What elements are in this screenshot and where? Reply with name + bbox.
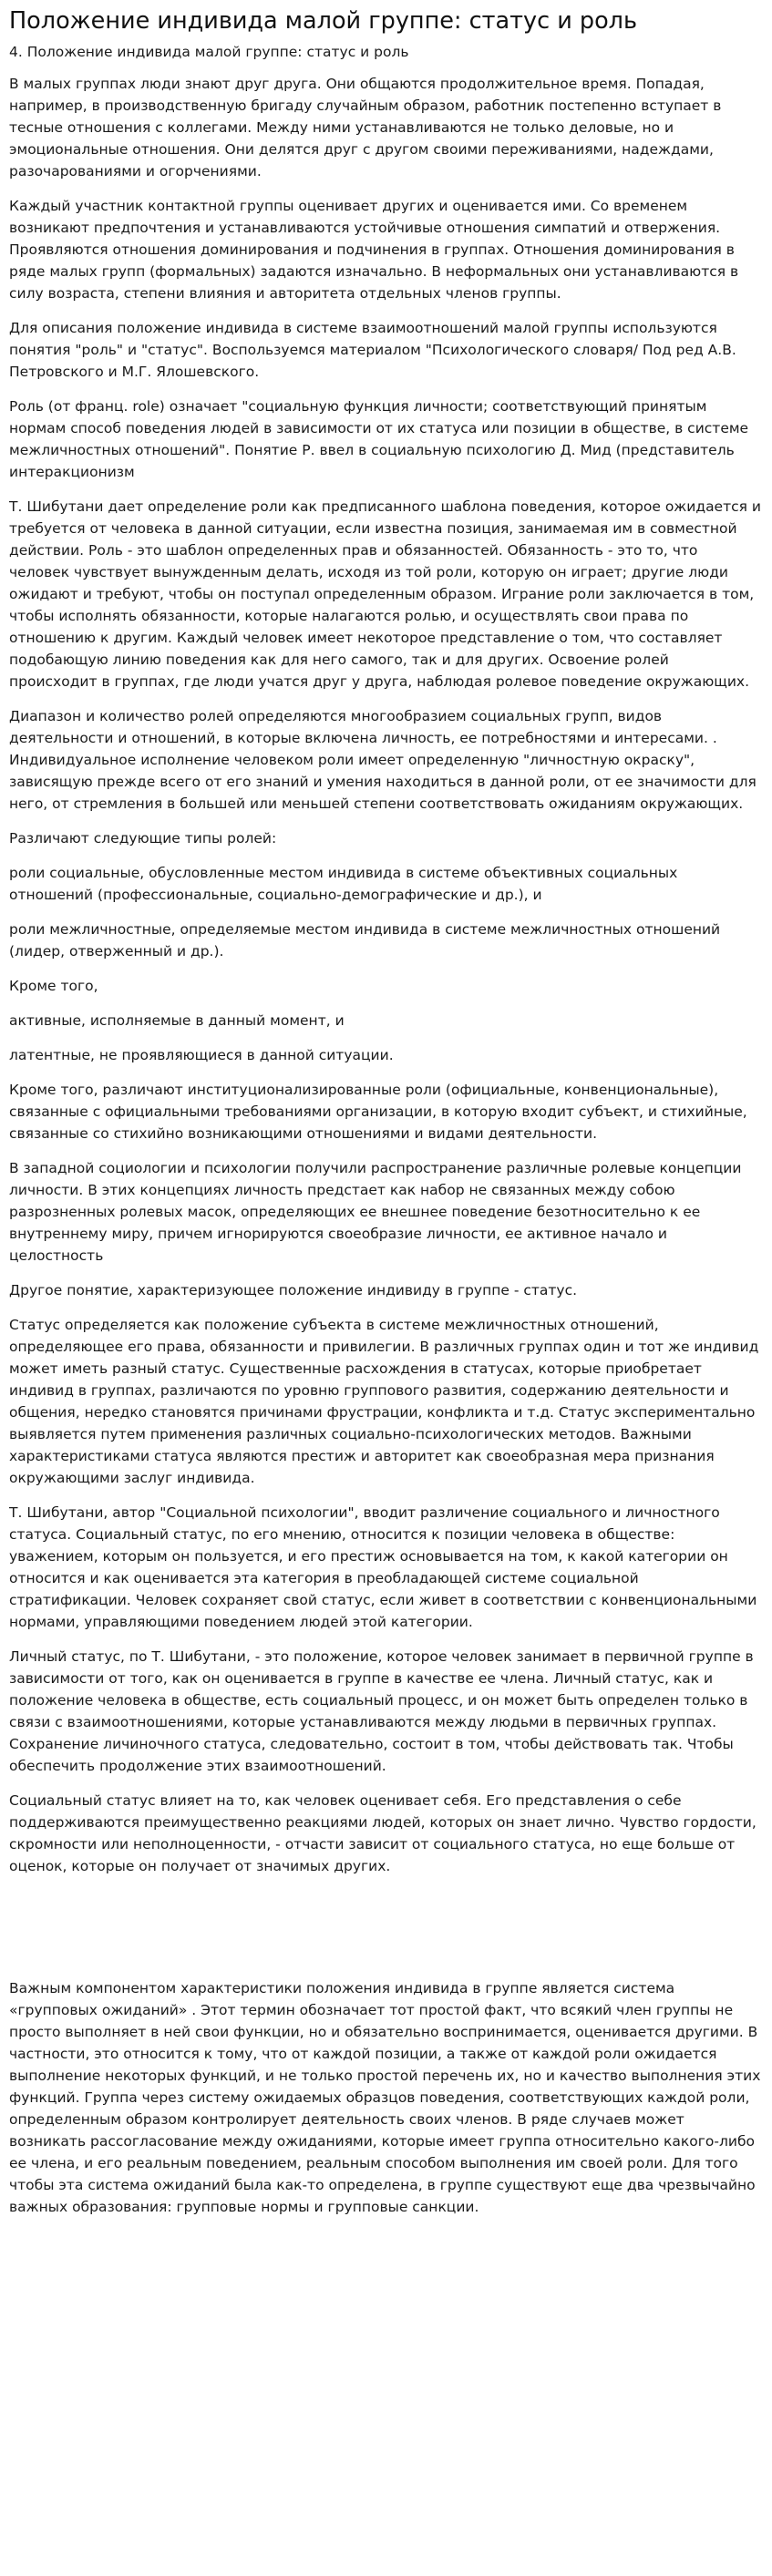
paragraph-latent-roles: латентные, не проявляющиеся в данной ситуации.: [9, 1047, 394, 1063]
paragraph-evaluation: Каждый участник контактной группы оценивает других и оценивается ими. Со временем возникают предпочтения и устанавливаются устойчивые отношения симпатий и отвержения. Проявляются отношения доминирования и подчинения в группах. Отношения доминирования в ряде малых групп (формальных) задаются изначально. В неформальных они устанавливаются в силу возраста, степени влияния и авторитета отдельных членов группы.: [9, 198, 739, 302]
paragraph-role-definition: Роль (от франц. role) означает "социальную функция личности; соответствующий принятым нормам способ поведения людей в зависимости от их статуса или позиции в обществе, в системе межличностных отношений". Понятие Р. ввел в социальную психологию Д. Мид (представитель интеракционизм: [9, 398, 749, 480]
paragraph-status-definition: Статус определяется как положение субъекта в системе межличностных отношений, определяющее его права, обязанности и привилегии. В различных группах один и тот же индивид может иметь разный статус. Существенные расхождения в статусах, которые приобретает индивид в группах, различаются по уровню группового развития, содержанию деятельности и общения, нередко становятся причинами фрустрации, конфликта и т.д. Статус экспериментально выявляется путем применения различных социально-психологических методов. Важными характеристиками статуса являются престиж и авторитет как своеобразная мера признания окружающими заслуг индивида.: [9, 1317, 759, 1486]
paragraph-shibutani-role: Т. Шибутани дает определение роли как предписанного шаблона поведения, которое ожидается и требуется от человека в данной ситуации, если известна позиция, занимаемая им в совместной действии. Роль - это шаблон определенных прав и обязанностей. Обязанность - это то, что человек чувствует вынужденным делать, исходя из той роли, которую он играет; другие люди ожидают и требуют, чтобы он поступал определенным образом. Играние роли заключается в том, чтобы исполнять обязанности, которые налагаются ролью, и осуществлять свои права по отношению к другим. Каждый человек имеет некоторое представление о том, что составляет подобающую линию поведения как для него самого, так и для других. Освоение ролей происходит в группах, где люди учатся друг у друга, наблюдая ролевое поведение окружающих.: [9, 498, 761, 690]
paragraph-western-concepts: В западной социологии и психологии получили распространение различные ролевые концепции личности. В этих концепциях личность предстает как набор не связанных между собою разрозненных ролевых масок, определяющих ее внешнее поведение безотносительно к ее внутреннему миру, причем игнорируются своеобразие личности, ее активное начало и целостность: [9, 1160, 742, 1264]
paragraph-social-roles: роли социальные, обусловленные местом индивида в системе объективных социальных отношений (профессиональные, социально-демографические и др.), и: [9, 865, 678, 903]
paragraph-personal-status: Личный статус, по Т. Шибутани, - это положение, которое человек занимает в первичной группе в зависимости от того, как он оценивается в группе в качестве ее члена. Личный статус, как и положение человека в обществе, есть социальный процесс, и он может быть определен только в связи с взаимоотношениями, которые устанавливаются между людьми в первичных группах. Сохранение личиночного статуса, следовательно, состоит в том, чтобы действовать так. Чтобы обеспечить продолжение этих взаимоотношений.: [9, 1648, 754, 1774]
page-title: Положение индивида малой группе: статус и роль: [9, 7, 637, 35]
paragraph-role-types-intro: Различают следующие типы ролей:: [9, 830, 277, 847]
paragraph-institutional-roles: Кроме того, различают институционализированные роли (официальные, конвенциональные), связанные с официальными требованиями организации, в которую входит субъект, и стихийные, связанные со стихийно возникающими отношениями и видами деятельности.: [9, 1082, 747, 1142]
paragraph-status-intro: Другое понятие, характеризующее положение индивиду в группе - статус.: [9, 1282, 578, 1298]
paragraph-status-self-esteem: Социальный статус влияет на то, как человек оценивает себя. Его представления о себе поддерживаются преимущественно реакциями людей, которых он знает лично. Чувство гордости, скромности или неполноценности, - отчасти зависит от социального статуса, но еще больше от оценок, которые он получает от значимых других.: [9, 1792, 757, 1874]
paragraph-besides: Кроме того,: [9, 978, 98, 994]
paragraph-interpersonal-roles: роли межличностные, определяемые местом индивида в системе межличностных отношений (лидер, отверженный и др.).: [9, 921, 721, 960]
paragraph-social-status: Т. Шибутани, автор "Социальной психологии", вводит различение социального и личностного статуса. Социальный статус, по его мнению, относится к позиции человека в обществе: уважением, которым он пользуется, и его престиж основывается на том, к какой категории он относится и как оценивается эта категория в преобладающей системе социальной стратификации. Человек сохраняет свой статус, если живет в соответствии с конвенциональными нормами, управляющими поведением людей этой категории.: [9, 1504, 757, 1630]
paragraph-role-range: Диапазон и количество ролей определяются многообразием социальных групп, видов деятельности и отношений, в которые включена личность, ее потребностями и интересами. . Индивидуальное исполнение человеком роли имеет определенную "личностную окраску", зависящую прежде всего от его знаний и умения находиться в данной роли, от ее значимости для него, от стремления в большей или меньшей степени соответствовать ожиданиям окружающих.: [9, 708, 757, 812]
paragraph-group-expectations: Важным компонентом характеристики положения индивида в группе является система «групповых ожиданий» . Этот термин обозначает тот простой факт, что всякий член группы не просто выполняет в ней свои функции, но и обязательно воспринимается, оценивается другими. В частности, это относится к тому, что от каждой позиции, а также от каждой роли ожидается выполнение некоторых функций, и не только простой перечень их, но и качество выполнения этих функций. Группа через систему ожидаемых образцов поведения, соответствующих каждой роли, определенным образом контролирует деятельность своих членов. В ряде случаев может возникать рассогласование между ожиданиями, которые имеет группа относительно какого-либо ее члена, и его реальным поведением, реальным способом выполнения им своей роли. Для того чтобы эта система ожиданий была как-то определена, в группе существуют еще два чрезвычайно важных образования: групповые нормы и групповые санкции.: [9, 1980, 761, 2215]
blank-gap: [9, 1890, 761, 1977]
paragraph-small-groups: В малых группах люди знают друг друга. Они общаются продолжительное время. Попадая, например, в производственную бригаду случайным образом, работник постепенно вступает в тесные отношения с коллегами. Между ними устанавливаются не только деловые, но и эмоциональные отношения. Они делятся друг с другом своими переживаниями, надеждами, разочарованиями и огорчениями.: [9, 76, 722, 180]
paragraph-active-roles: активные, исполняемые в данный момент, и: [9, 1012, 345, 1029]
section-subtitle: 4. Положение индивида малой группе: статус и роль: [9, 44, 409, 60]
paragraph-role-status-intro: Для описания положение индивида в системе взаимоотношений малой группы используются понятия "роль" и "статус". Воспользуемся материалом "Психологического словаря/ Под ред А.В. Петровского и М.Г. Ялошевского.: [9, 320, 736, 380]
